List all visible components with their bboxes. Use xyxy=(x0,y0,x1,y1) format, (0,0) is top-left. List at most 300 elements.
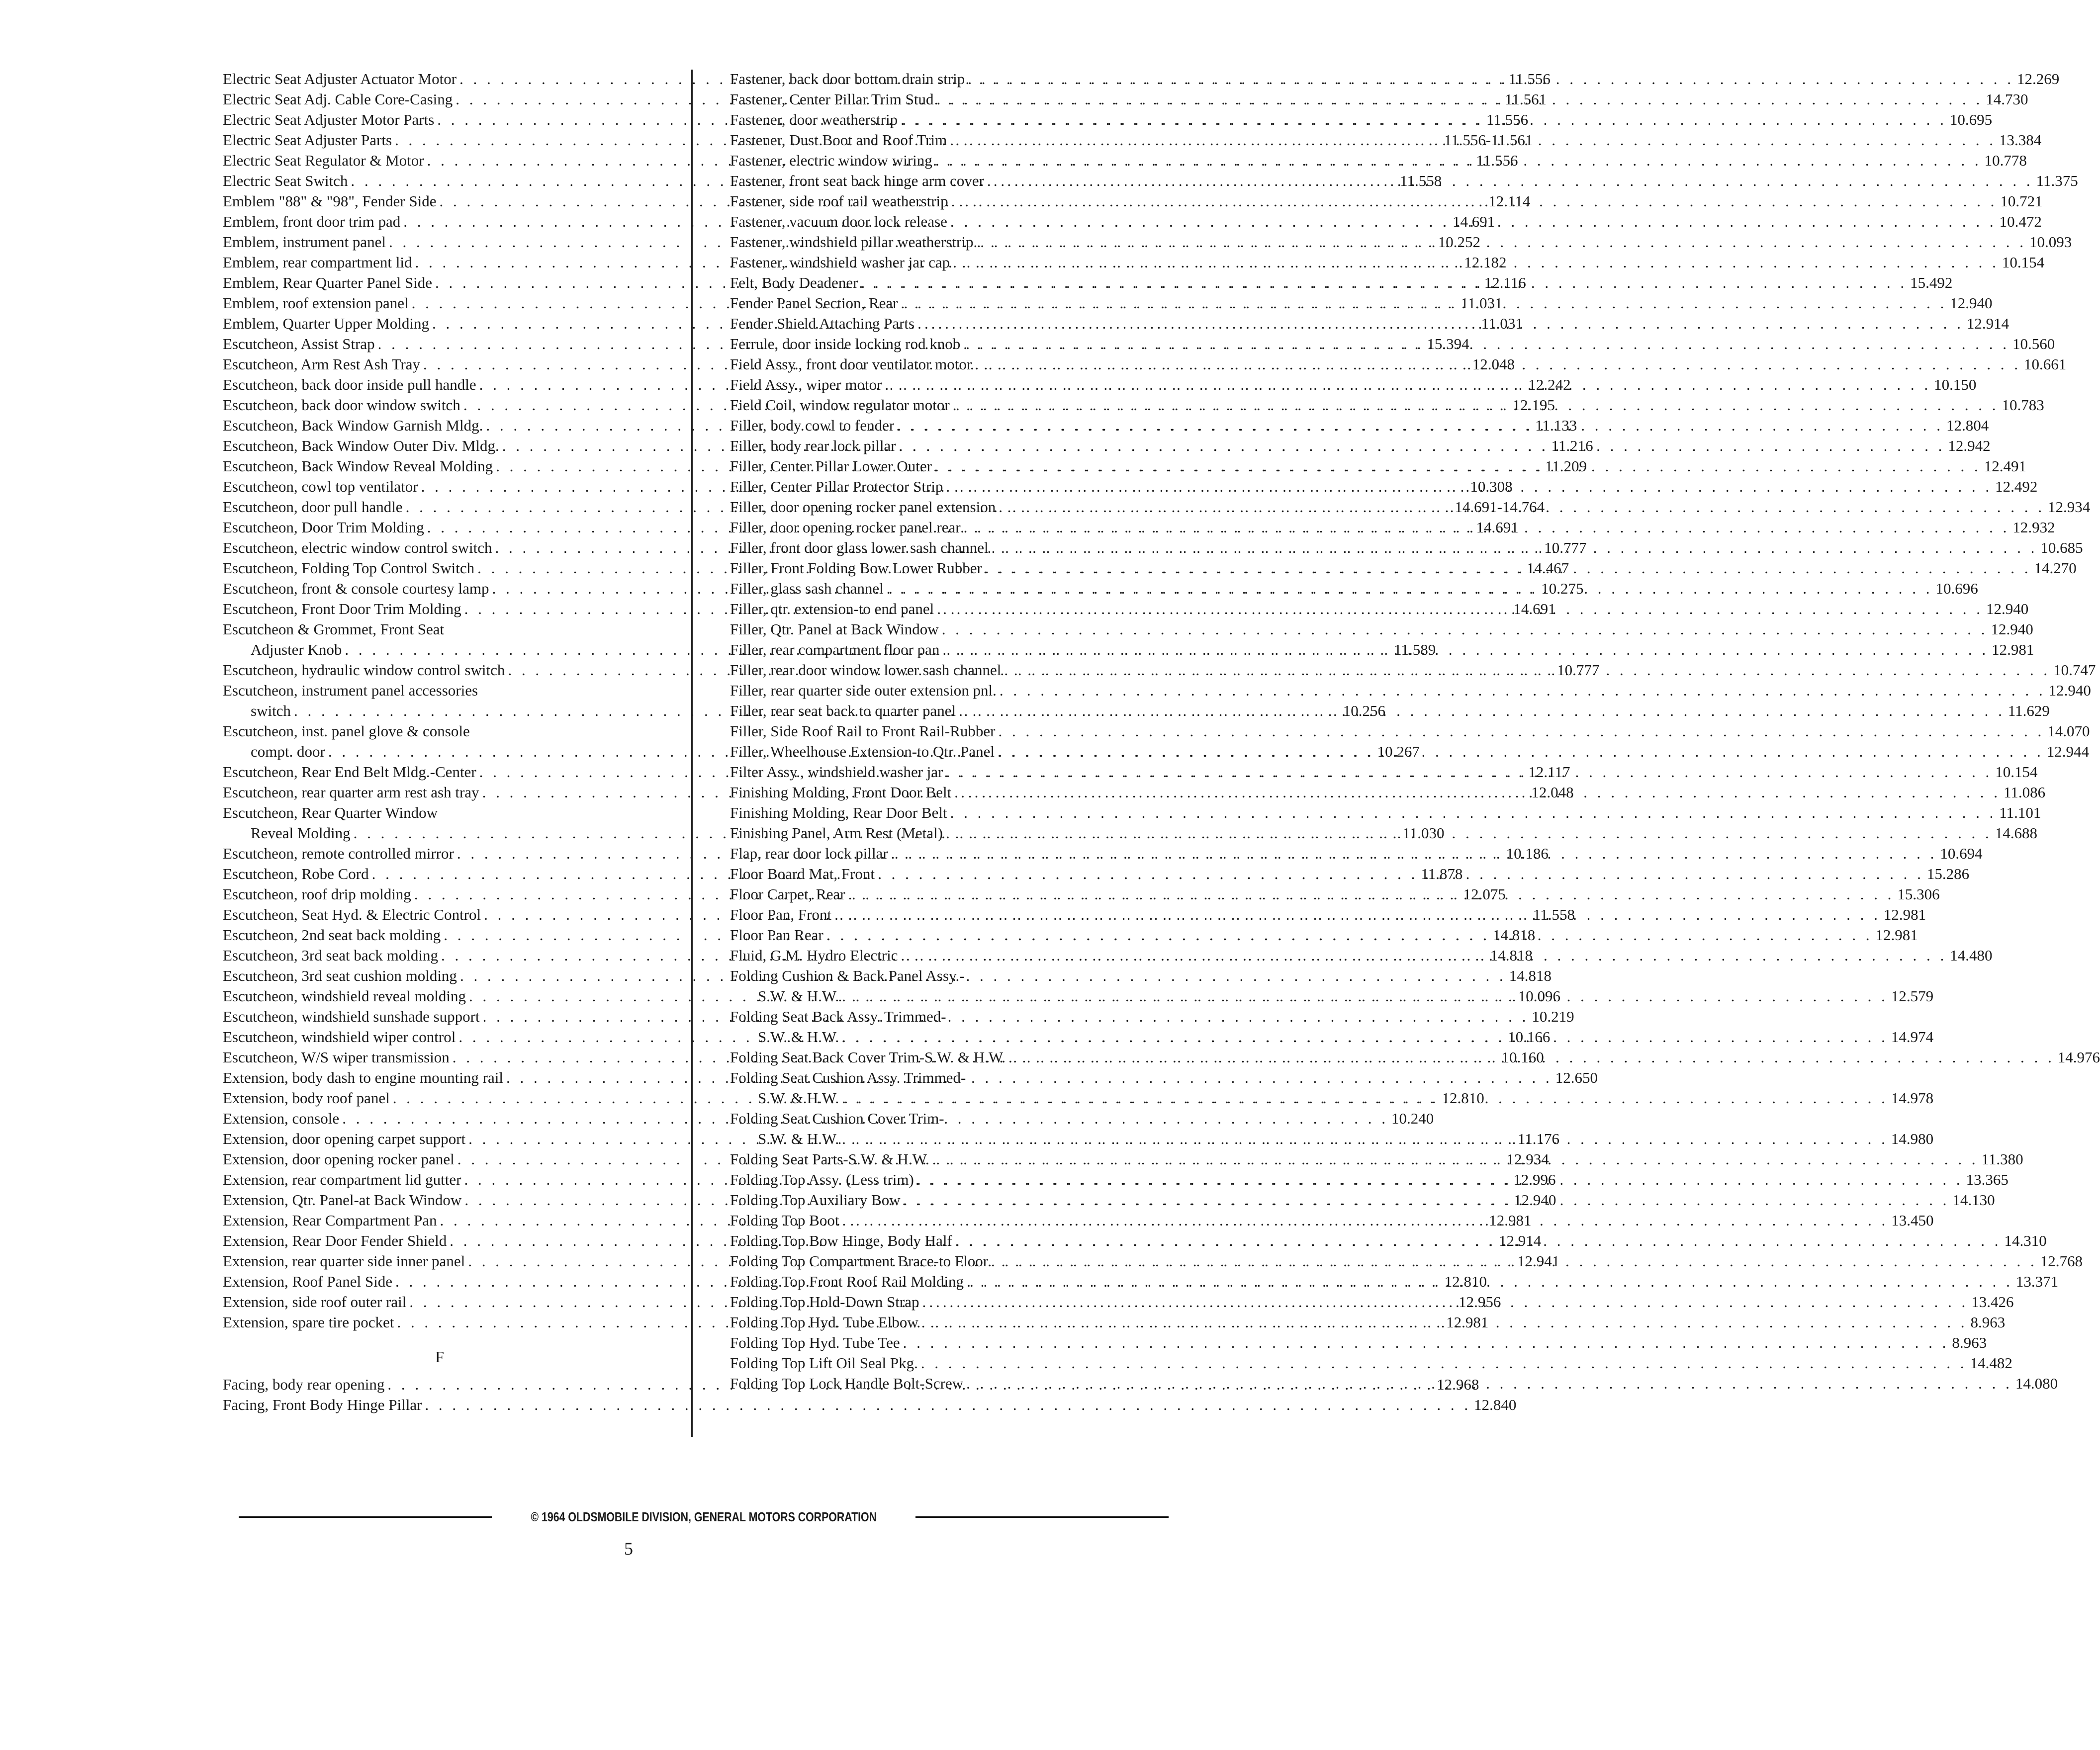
dot-leader xyxy=(935,456,1981,476)
entry-label: Escutcheon, Seat Hyd. & Electric Control xyxy=(223,906,481,923)
entry-label: Fender Shield Attaching Parts xyxy=(730,315,915,332)
entry-label: Emblem, roof extension panel xyxy=(223,294,409,312)
entry-label: Fastener, door weatherstrip xyxy=(730,111,898,128)
dot-leader xyxy=(946,823,1992,843)
entry-page-reference: 14.688 xyxy=(1995,824,2037,842)
entry-label: Folding Top Hold-Down Strap xyxy=(730,1293,919,1311)
entry-page-reference: 14.130 xyxy=(1952,1191,1995,1209)
entry-label: Emblem, instrument panel xyxy=(223,233,386,251)
entry-label: Escutcheon, 3rd seat cushion molding xyxy=(223,967,457,984)
entry-page-reference: 10.777 xyxy=(1557,661,1600,679)
entry-label: Fastener, electric window wiring xyxy=(730,152,932,169)
entry-label: Ferrule, door inside locking rod knob xyxy=(730,335,961,352)
entry-page-reference: 11.878 xyxy=(1421,865,1463,882)
dot-leader xyxy=(878,864,1924,884)
entry-label: Escutcheon, Front Door Trim Molding xyxy=(223,600,461,617)
entry-label: Finishing Molding, Rear Door Belt xyxy=(730,804,947,821)
entry-page-reference: 10.267 xyxy=(1377,743,1420,760)
entry-label: Filler, Side Roof Rail to Front Rail-Rubber xyxy=(730,722,996,740)
entry-label: Electric Seat Adj. Cable Core-Casing xyxy=(223,90,453,108)
entry-page-reference: 14.691-14.764 xyxy=(1455,498,1545,516)
entry-label: Electric Seat Adjuster Parts xyxy=(223,131,392,149)
entry-page-reference: 14.080 xyxy=(2015,1375,2058,1392)
entry-label: Escutcheon, Rear Quarter Window xyxy=(223,804,438,821)
dot-leader xyxy=(826,925,1873,945)
dot-leader xyxy=(904,1190,1950,1210)
index-entry xyxy=(730,619,2033,639)
entry-label: Floor Carpet, Rear xyxy=(730,885,845,903)
entry-page-reference: 14.691 xyxy=(1453,213,1495,230)
dot-leader xyxy=(951,191,1998,211)
entry-page-reference: 12.242 xyxy=(1528,376,1571,393)
entry-page-reference: 12.195 xyxy=(1512,396,1555,414)
entry-page-reference: 12.579 xyxy=(1891,987,1934,1005)
dot-leader xyxy=(946,476,1992,497)
dot-leader xyxy=(935,150,1982,171)
entry-label: Folding Cushion & Back Panel Assy.- xyxy=(730,967,965,984)
entry-label: Fastener, back door bottom drain strip xyxy=(730,70,965,88)
entry-label-continuation: switch xyxy=(251,702,291,719)
entry-label: Extension, console xyxy=(223,1110,340,1127)
entry-label: Fender Panel Section, Rear xyxy=(730,294,898,312)
entry-page-reference: 12.810 xyxy=(1442,1089,1484,1107)
entry-label: Escutcheon, Rear End Belt Mldg.-Center xyxy=(223,763,476,781)
entry-label: Folding Seat Cushion Assy. Trimmed- xyxy=(730,1069,966,1086)
entry-label: Filler, qtr. extension-to end panel xyxy=(730,600,934,617)
entry-page-reference: 12.650 xyxy=(1555,1069,1598,1086)
dot-leader xyxy=(848,884,1895,904)
dot-leader xyxy=(921,1353,1967,1373)
entry-label: Escutcheon, Assist Strap xyxy=(223,335,375,352)
entry-label: Folding Top Hyd. Tube Elbow xyxy=(730,1313,918,1331)
index-entry xyxy=(730,1332,1987,1353)
index-entry xyxy=(730,721,2090,741)
entry-label: Emblem, Rear Quarter Panel Side xyxy=(223,274,432,291)
entry-page-reference: 10.472 xyxy=(1999,213,2042,230)
entry-label: Field Coil, window regulator motor xyxy=(730,396,950,414)
entry-label: Filler, Center Pillar Protector Strip xyxy=(730,478,943,495)
dot-leader xyxy=(842,1027,1888,1047)
entry-label: Escutcheon, Robe Cord xyxy=(223,865,369,882)
entry-label: Escutcheon, rear quarter arm rest ash tray xyxy=(223,784,479,801)
entry-page-reference: 12.956 xyxy=(1459,1293,1501,1311)
entry-label: Extension, Roof Panel Side xyxy=(223,1273,392,1290)
entry-label: Facing, Front Body Hinge Pillar xyxy=(223,1396,422,1413)
dot-leader xyxy=(842,1129,1888,1149)
index-entry xyxy=(730,680,2091,700)
dot-leader xyxy=(842,1088,1888,1108)
dot-leader xyxy=(991,1251,2037,1271)
entry-label: Escutcheon, inst. panel glove & console xyxy=(223,722,470,740)
dot-leader xyxy=(966,1373,2012,1394)
entry-page-reference: 12.768 xyxy=(2040,1252,2083,1270)
entry-page-reference: 14.480 xyxy=(1950,947,1993,964)
entry-label: Folding Top Compartment Brace-to Floor xyxy=(730,1252,989,1270)
entry-label: Filter Assy., windshield washer jar xyxy=(730,763,943,781)
entry-label: Filler, body cowl to fender xyxy=(730,417,895,434)
entry-label: Folding Top Lock Handle Bolt-Screw xyxy=(730,1375,964,1392)
entry-label: Escutcheon, Back Window Outer Div. Mldg. xyxy=(223,437,499,454)
dot-leader xyxy=(917,1169,1963,1190)
entry-page-reference: 11.589 xyxy=(1394,641,1436,658)
dot-leader xyxy=(901,293,1947,313)
entry-page-reference: 13.371 xyxy=(2015,1273,2059,1290)
entry-label: Emblem, front door trim pad xyxy=(223,213,401,230)
entry-page-reference: 10.783 xyxy=(2002,396,2044,414)
entry-label: Escutcheon, cowl top ventilator xyxy=(223,478,418,495)
entry-label: Extension, rear quarter side inner panel xyxy=(223,1252,465,1270)
entry-label: Fastener, Center Pillar Trim Stud xyxy=(730,90,934,108)
dot-leader xyxy=(899,436,1945,456)
entry-page-reference: 14.818 xyxy=(1509,967,1552,984)
dot-leader xyxy=(937,89,1983,109)
entry-label: Escutcheon, door pull handle xyxy=(223,498,403,516)
dot-leader xyxy=(891,843,1937,864)
entry-label: Escutcheon, Arm Rest Ash Tray xyxy=(223,355,420,373)
entry-label: Folding Top Assy. (Less trim) xyxy=(730,1171,914,1188)
index-entry xyxy=(223,1395,1517,1415)
entry-page-reference: 12.934 xyxy=(1506,1150,1549,1168)
entry-label: Fastener, side roof rail weatherstrip xyxy=(730,192,948,210)
entry-label: Fastener, windshield pillar weatherstrip. xyxy=(730,233,978,251)
entry-label: Folding Seat Parts-S.W. & H.W. xyxy=(730,1150,929,1168)
entry-label: Finishing Molding, Front Door Belt xyxy=(730,784,952,801)
entry-page-reference: 14.482 xyxy=(1970,1354,2012,1372)
entry-label: Extension, side roof outer rail xyxy=(223,1293,407,1311)
dot-leader xyxy=(987,171,2033,191)
dot-leader xyxy=(980,232,2026,252)
entry-label: Extension, Rear Compartment Pan xyxy=(223,1212,437,1229)
entry-page-reference: 12.981 xyxy=(1446,1313,1489,1331)
entry-label: Extension, body dash to engine mounting rail xyxy=(223,1069,503,1086)
entry-page-reference: 10.166 xyxy=(1508,1028,1551,1046)
dot-leader xyxy=(917,313,1964,334)
entry-page-reference: 14.270 xyxy=(2034,559,2077,577)
entry-page-reference: 12.492 xyxy=(1995,478,2038,495)
entry-page-reference: 14.976 xyxy=(2057,1049,2100,1066)
dot-leader xyxy=(1004,660,2050,680)
dot-leader xyxy=(901,945,1947,965)
dot-leader xyxy=(1008,1047,2055,1067)
entry-page-reference: 11.558 xyxy=(1400,172,1442,189)
entry-page-reference: 12.944 xyxy=(2046,743,2089,760)
entry-page-reference: 12.940 xyxy=(1991,620,2033,638)
entry-page-reference: 14.070 xyxy=(2047,722,2090,740)
entry-page-reference: 13.384 xyxy=(1999,131,2042,149)
index-entry xyxy=(730,1353,2012,1373)
entry-label: Felt, Body Deadener xyxy=(730,274,858,291)
entry-label: Escutcheon, remote controlled mirror xyxy=(223,845,454,862)
entry-label: Fastener, vacuum door lock release xyxy=(730,213,947,230)
dot-leader xyxy=(985,558,2031,578)
entry-page-reference: 11.629 xyxy=(2008,702,2050,719)
entry-page-reference: 11.101 xyxy=(1999,804,2041,821)
entry-label: Escutcheon, roof drip molding xyxy=(223,885,411,903)
entry-label: Extension, rear compartment lid gutter xyxy=(223,1171,461,1188)
entry-label: Facing, body rear opening xyxy=(223,1376,385,1393)
entry-label: Fastener, Dust Boot and Roof Trim xyxy=(730,131,947,149)
entry-label: Filler, rear door window lower sash channel xyxy=(730,661,1002,679)
entry-page-reference: 12.981 xyxy=(1883,906,1926,923)
entry-label: Escutcheon, windshield wiper control xyxy=(223,1028,456,1046)
entry-label: Electric Seat Adjuster Motor Parts xyxy=(223,111,435,128)
entry-label: Folding Top Auxiliary Bow xyxy=(730,1191,901,1209)
entry-label: Escutcheon, 3rd seat back molding xyxy=(223,947,439,964)
footer-rule-right xyxy=(915,1516,1169,1518)
entry-label: Floor Pan Rear xyxy=(730,926,823,944)
entry-label: Escutcheon, electric window control switch xyxy=(223,539,492,556)
entry-label: Filler, front door glass lower sash channel xyxy=(730,539,989,556)
entry-label: Extension, Rear Door Fender Shield xyxy=(223,1232,447,1249)
dot-leader xyxy=(922,1292,1968,1312)
dot-leader xyxy=(932,1149,1979,1169)
entry-page-reference: 10.154 xyxy=(1995,763,2038,781)
entry-page-reference: 12.968 xyxy=(1437,1376,1479,1393)
entry-label-continuation: S.W. & H.W. xyxy=(758,987,839,1005)
entry-page-reference: 11.556 xyxy=(1508,70,1551,88)
dot-leader xyxy=(901,109,1947,130)
entry-page-reference: 12.116 xyxy=(1484,274,1526,291)
entry-page-reference: 11.561 xyxy=(1505,90,1547,108)
entry-page-reference: 10.096 xyxy=(1518,987,1560,1005)
entry-label: Extension, door opening rocker panel xyxy=(223,1150,455,1168)
dot-leader xyxy=(861,272,1907,293)
entry-page-reference: 12.269 xyxy=(2017,70,2060,88)
entry-page-reference: 12.942 xyxy=(1948,437,1991,454)
dot-leader xyxy=(897,415,1943,436)
entry-label: Folding Seat Cushion Cover Trim- xyxy=(730,1110,944,1127)
dot-leader xyxy=(887,578,1933,599)
entry-page-reference: 10.308 xyxy=(1470,478,1513,495)
entry-page-reference: 12.914 xyxy=(1499,1232,1542,1249)
entry-page-reference: 14.978 xyxy=(1891,1089,1934,1107)
entry-page-reference: 12.048 xyxy=(1472,355,1515,373)
entry-page-reference: 12.941 xyxy=(1517,1252,1560,1270)
entry-page-reference: 12.075 xyxy=(1463,885,1506,903)
entry-page-reference: 15.394 xyxy=(1427,335,1469,352)
entry-page-reference: 12.491 xyxy=(1984,457,2026,475)
page-number: 5 xyxy=(624,1539,633,1559)
column-divider xyxy=(691,70,693,1437)
entry-page-reference: 11.133 xyxy=(1535,417,1577,434)
entry-page-reference: 12.940 xyxy=(1986,600,2029,617)
entry-page-reference: 12.048 xyxy=(1531,784,1574,801)
entry-page-reference: 10.150 xyxy=(1934,376,1977,393)
entry-label: Folding Seat Back Cover Trim-S.W. & H.W. xyxy=(730,1049,1006,1066)
dot-leader xyxy=(937,599,1983,619)
entry-label: Flap, rear door lock pillar xyxy=(730,845,888,862)
entry-label: Escutcheon, 2nd seat back molding xyxy=(223,926,441,944)
entry-page-reference: 11.556 xyxy=(1486,111,1529,128)
entry-label: Folding Top Hyd. Tube Tee xyxy=(730,1334,900,1351)
entry-label-continuation: S.W. & H.W. xyxy=(758,1028,839,1046)
entry-label: Electric Seat Regulator & Motor xyxy=(223,152,424,169)
entry-label: Filler, door opening rocker panel rear xyxy=(730,519,961,536)
entry-label: Filler, door opening rocker panel extension xyxy=(730,498,996,516)
entry-page-reference: 10.219 xyxy=(1532,1008,1574,1025)
entry-label: Filler, Center Pillar Lower Outer xyxy=(730,457,932,475)
entry-label: Extension, body roof panel xyxy=(223,1089,390,1107)
dot-leader xyxy=(975,354,2021,374)
entry-label: Fastener, front seat back hinge arm cover xyxy=(730,172,984,189)
entry-page-reference: 12.940 xyxy=(1514,1191,1556,1209)
dot-leader xyxy=(964,517,2010,537)
entry-page-reference: 12.804 xyxy=(1946,417,1989,434)
entry-label: Escutcheon, hydraulic window control switch xyxy=(223,661,505,679)
entry-label: Emblem "88" & "98", Fender Side xyxy=(223,192,437,210)
copyright-text: © 1964 OLDSMOBILE DIVISION, GENERAL MOTORS CORPORATION xyxy=(531,1509,877,1524)
entry-label: Folding Top Lift Oil Seal Pkg. xyxy=(730,1354,918,1372)
entry-page-reference: 10.661 xyxy=(2023,355,2067,373)
entry-page-reference: 10.186 xyxy=(1506,845,1549,862)
entry-page-reference: 11.558 xyxy=(1533,906,1575,923)
footer-rule-left xyxy=(239,1516,492,1518)
entry-page-reference: 12.932 xyxy=(2012,519,2055,536)
entry-label: Extension, door opening carpet support xyxy=(223,1130,466,1147)
entry-page-reference: 10.093 xyxy=(2029,233,2072,251)
entry-label: Filler, rear compartment floor pan xyxy=(730,641,940,658)
entry-label: Escutcheon, Door Trim Molding xyxy=(223,519,424,536)
entry-page-reference: 11.209 xyxy=(1545,457,1587,475)
entry-label: Fastener, windshield washer jar cap xyxy=(730,254,950,271)
entry-page-reference: 10.154 xyxy=(2002,254,2045,271)
entry-page-reference: 14.310 xyxy=(2004,1232,2047,1249)
entry-page-reference: 15.306 xyxy=(1897,885,1940,903)
dot-leader xyxy=(950,802,1997,823)
entry-page-reference: 11.556-11.561 xyxy=(1444,131,1533,149)
entry-label: Floor Pan, Front xyxy=(730,906,832,923)
entry-page-reference: 13.450 xyxy=(1891,1212,1934,1229)
entry-page-reference: 11.216 xyxy=(1551,437,1593,454)
entry-label: Finishing Panel, Arm Rest (Metal) xyxy=(730,824,943,842)
entry-label-continuation: S.W. & H.W. xyxy=(758,1130,839,1147)
entry-page-reference: 10.778 xyxy=(1984,152,2027,169)
section-letter-f: F xyxy=(435,1348,444,1366)
entry-label: Extension, Qtr. Panel-at Back Window xyxy=(223,1191,462,1209)
entry-label: Fluid, G.M. Hydro Electric xyxy=(730,947,898,964)
entry-label-continuation: Reveal Molding xyxy=(251,824,351,842)
entry-label: Filler, Front Folding Bow Lower Rubber xyxy=(730,559,982,577)
entry-label: Extension, spare tire pocket xyxy=(223,1313,394,1331)
dot-leader xyxy=(998,721,2044,741)
entry-label: Escutcheon & Grommet, Front Seat xyxy=(223,620,445,638)
entry-page-reference: 10.685 xyxy=(2040,539,2083,556)
entry-page-reference: 12.981 xyxy=(1875,926,1918,944)
entry-label: Filler, Wheelhouse Extension-to Qtr. Panel xyxy=(730,743,995,760)
dot-leader xyxy=(942,639,1989,660)
dot-leader xyxy=(921,1312,1968,1332)
entry-label: Electric Seat Adjuster Actuator Motor xyxy=(223,70,457,88)
entry-page-reference: 10.747 xyxy=(2053,661,2096,679)
entry-page-reference: 14.730 xyxy=(1986,90,2028,108)
entry-page-reference: 10.275 xyxy=(1541,580,1584,597)
entry-label: Emblem, Quarter Upper Molding xyxy=(223,315,429,332)
entry-page-reference: 12.981 xyxy=(1489,1212,1532,1229)
entry-page-reference: 12.940 xyxy=(2048,682,2091,699)
entry-label: Field Assy., wiper motor xyxy=(730,376,882,393)
entry-label-continuation: compt. door xyxy=(251,743,325,760)
entry-page-reference: 8.963 xyxy=(1970,1313,2006,1331)
entry-label: Folding Top Bow Hinge, Body Half xyxy=(730,1232,952,1249)
dot-leader xyxy=(967,1271,2013,1292)
entry-label: Folding Seat Back Assy. Trimmed- xyxy=(730,1008,946,1025)
entry-page-reference: 15.286 xyxy=(1926,865,1970,882)
entry-page-reference: 12.914 xyxy=(1966,315,2009,332)
entry-page-reference: 10.560 xyxy=(2012,335,2055,352)
dot-leader xyxy=(954,782,2001,802)
dot-leader xyxy=(953,395,1999,415)
entry-label: Escutcheon, W/S wiper transmission xyxy=(223,1049,450,1066)
entry-page-reference: 14.818 xyxy=(1490,947,1533,964)
entry-page-reference: 11.375 xyxy=(2036,172,2078,189)
entry-page-reference: 10.694 xyxy=(1940,845,1983,862)
entry-page-reference: 12.996 xyxy=(1513,1171,1556,1188)
dot-leader xyxy=(903,1332,1949,1353)
dot-leader xyxy=(950,130,1996,150)
dot-leader xyxy=(946,762,1993,782)
dot-leader xyxy=(955,1230,2002,1251)
entry-page-reference: 10.252 xyxy=(1438,233,1481,251)
dot-leader xyxy=(992,537,2038,558)
entry-page-reference: 11.380 xyxy=(1981,1150,2023,1168)
entry-label-continuation: Adjuster Knob xyxy=(251,641,342,658)
entry-page-reference: 14.980 xyxy=(1891,1130,1934,1147)
dot-leader xyxy=(842,1210,1888,1230)
entry-page-reference: 8.963 xyxy=(1952,1334,1987,1351)
entry-page-reference: 11.031 xyxy=(1481,315,1523,332)
entry-label: Escutcheon, back door window switch xyxy=(223,396,460,414)
entry-page-reference: 11.030 xyxy=(1402,824,1445,842)
entry-label: Emblem, rear compartment lid xyxy=(223,254,412,271)
entry-page-reference: 10.695 xyxy=(1949,111,1993,128)
entry-label-continuation: S.W. & H.W. xyxy=(758,1089,839,1107)
entry-page-reference: 14.467 xyxy=(1526,559,1569,577)
entry-page-reference: 14.691 xyxy=(1476,519,1519,536)
entry-label: Escutcheon, front & console courtesy lamp xyxy=(223,580,489,597)
entry-page-reference: 10.240 xyxy=(1391,1110,1434,1127)
entry-page-reference: 14.818 xyxy=(1492,926,1536,944)
entry-label: Escutcheon, Back Window Reveal Molding xyxy=(223,457,493,475)
dot-leader xyxy=(998,741,2044,762)
entry-page-reference: 12.182 xyxy=(1464,254,1507,271)
dot-leader xyxy=(885,374,1931,395)
dot-leader xyxy=(834,904,1881,925)
dot-leader xyxy=(968,69,2014,89)
entry-page-reference: 11.086 xyxy=(2003,784,2046,801)
entry-page-reference: 13.365 xyxy=(1966,1171,2009,1188)
entry-page-reference: 11.176 xyxy=(1517,1130,1560,1147)
entry-page-reference: 12.934 xyxy=(2047,498,2091,516)
entry-label: Escutcheon, Back Window Garnish Mldg. xyxy=(223,417,483,434)
entry-label: Filler, rear quarter side outer extension pnl. xyxy=(730,682,997,699)
entry-page-reference: 10.777 xyxy=(1544,539,1587,556)
dot-leader xyxy=(842,986,1888,1006)
entry-page-reference: 12.981 xyxy=(1992,641,2034,658)
entry-page-reference: 11.556 xyxy=(1476,152,1518,169)
dot-leader xyxy=(1000,680,2046,700)
entry-label: Escutcheon, Folding Top Control Switch xyxy=(223,559,475,577)
entry-page-reference: 10.721 xyxy=(2000,192,2043,210)
entry-label: Escutcheon, windshield sunshade support xyxy=(223,1008,480,1025)
entry-label: Filler, glass sash channel xyxy=(730,580,884,597)
dot-leader xyxy=(999,497,2045,517)
entry-page-reference: 12.840 xyxy=(1474,1396,1517,1413)
entry-label: Folding Top Front Roof Rail Molding xyxy=(730,1273,964,1290)
entry-label: Filler, rear seat back to quarter panel xyxy=(730,702,956,719)
dot-leader xyxy=(959,700,2005,721)
dot-leader xyxy=(953,252,1999,272)
entry-page-reference: 10.160 xyxy=(1501,1049,1544,1066)
